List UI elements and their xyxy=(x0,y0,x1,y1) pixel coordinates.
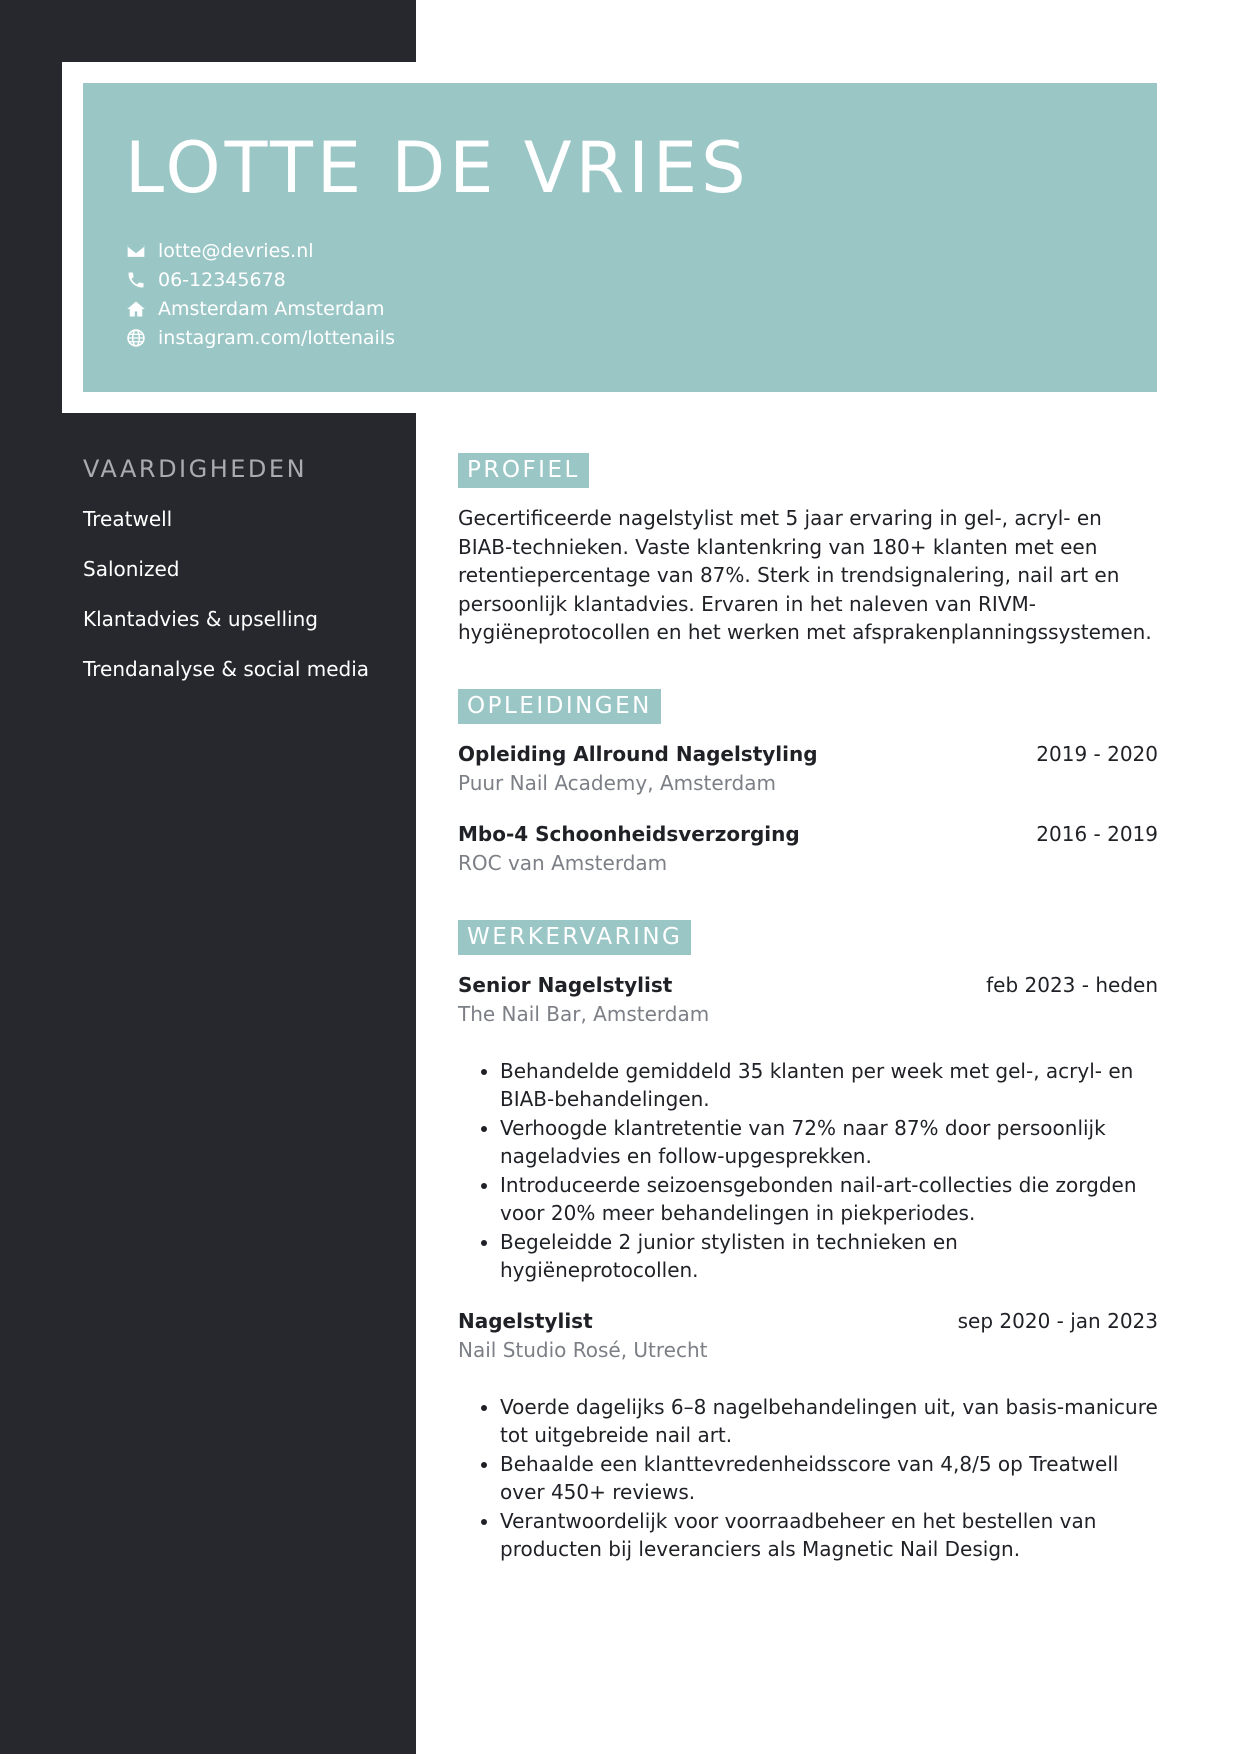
job-title: Senior Nagelstylist xyxy=(458,972,673,997)
education-date: 2019 - 2020 xyxy=(1036,741,1158,766)
home-icon xyxy=(125,298,147,320)
contact-website-text: instagram.com/lottenails xyxy=(158,326,395,349)
header xyxy=(83,83,1157,392)
contact-location xyxy=(125,294,395,323)
skill-item: Klantadvies & upselling xyxy=(83,607,318,631)
education-entry xyxy=(458,740,1158,798)
education-degree: Mbo-4 Schoonheidsverzorging xyxy=(458,821,800,846)
education-entry xyxy=(458,820,1158,878)
job-bullet: • Verantwoordelijk voor voorraadbeheer en het bestellen van producten bij leveranciers als Magnetic Nail Design. xyxy=(500,1507,1158,1564)
contact-phone-text: 06-12345678 xyxy=(158,268,286,291)
job-bullet: • Begeleidde 2 junior stylisten in technieken en hygiëneprotocollen. xyxy=(500,1228,1158,1285)
globe-icon xyxy=(125,327,147,349)
skills-list xyxy=(83,505,383,683)
job-company: Nail Studio Rosé, Utrecht xyxy=(458,1337,708,1362)
job-bullet: • Verhoogde klantretentie van 72% naar 87% door persoonlijk nageladvies en follow-upgesprekken. xyxy=(500,1114,1158,1171)
experience-section xyxy=(458,920,1158,1564)
job-bullets xyxy=(458,1393,1158,1564)
job-bullet: • Behaalde een klanttevredenheidsscore van 4,8/5 op Treatwell over 450+ reviews. xyxy=(500,1450,1158,1507)
experience-title: WERKERVARING xyxy=(458,920,691,955)
job-bullets xyxy=(458,1057,1158,1285)
experience-entry xyxy=(458,1307,1158,1564)
education-school: ROC van Amsterdam xyxy=(458,850,668,875)
skill-item: Trendanalyse & social media xyxy=(83,657,370,681)
job-date: sep 2020 - jan 2023 xyxy=(957,1308,1158,1333)
profile-section xyxy=(458,453,1158,647)
education-title: OPLEIDINGEN xyxy=(458,689,661,724)
job-bullet: • Voerde dagelijks 6–8 nagelbehandelingen uit, van basis-manicure tot uitgebreide nail art. xyxy=(500,1393,1158,1450)
contact-email[interactable] xyxy=(125,236,395,265)
phone-icon xyxy=(125,269,147,291)
education-date: 2016 - 2019 xyxy=(1036,821,1158,846)
contact-location-text: Amsterdam Amsterdam xyxy=(158,297,385,320)
main-content xyxy=(458,453,1158,1564)
job-bullet: • Introduceerde seizoensgebonden nail-art-collecties die zorgden voor 20% meer behandelingen in piekperiodes. xyxy=(500,1171,1158,1228)
job-company: The Nail Bar, Amsterdam xyxy=(458,1001,710,1026)
job-bullet: • Behandelde gemiddeld 35 klanten per week met gel-, acryl- en BIAB-behandelingen. xyxy=(500,1057,1158,1114)
envelope-icon xyxy=(125,240,147,262)
candidate-name: LOTTE DE VRIES xyxy=(125,127,750,209)
experience-entry xyxy=(458,971,1158,1285)
job-date: feb 2023 - heden xyxy=(986,972,1158,997)
job-title: Nagelstylist xyxy=(458,1308,593,1333)
contact-email-text: lotte@devries.nl xyxy=(158,239,314,262)
skills-section xyxy=(83,452,383,705)
education-section xyxy=(458,689,1158,878)
skill-item: Salonized xyxy=(83,557,180,581)
education-degree: Opleiding Allround Nagelstyling xyxy=(458,741,818,766)
contact-website[interactable] xyxy=(125,323,395,352)
contact-list xyxy=(125,236,395,352)
contact-phone[interactable] xyxy=(125,265,395,294)
skill-item: Treatwell xyxy=(83,507,173,531)
profile-title: PROFIEL xyxy=(458,453,589,488)
education-school: Puur Nail Academy, Amsterdam xyxy=(458,770,776,795)
skills-title: VAARDIGHEDEN xyxy=(83,455,308,483)
profile-text: Gecertificeerde nagelstylist met 5 jaar ervaring in gel-, acryl- en BIAB-technieken. Vaste klantenkring van 180+ klanten met een retentiepercentage van 87%. Sterk in trendsignalering, nail art en persoonlijk klantadvies. Ervaren in het naleven van RIVM-hygiëneprotocollen en het werken met afsprakenplanningssystemen. xyxy=(458,506,1152,644)
